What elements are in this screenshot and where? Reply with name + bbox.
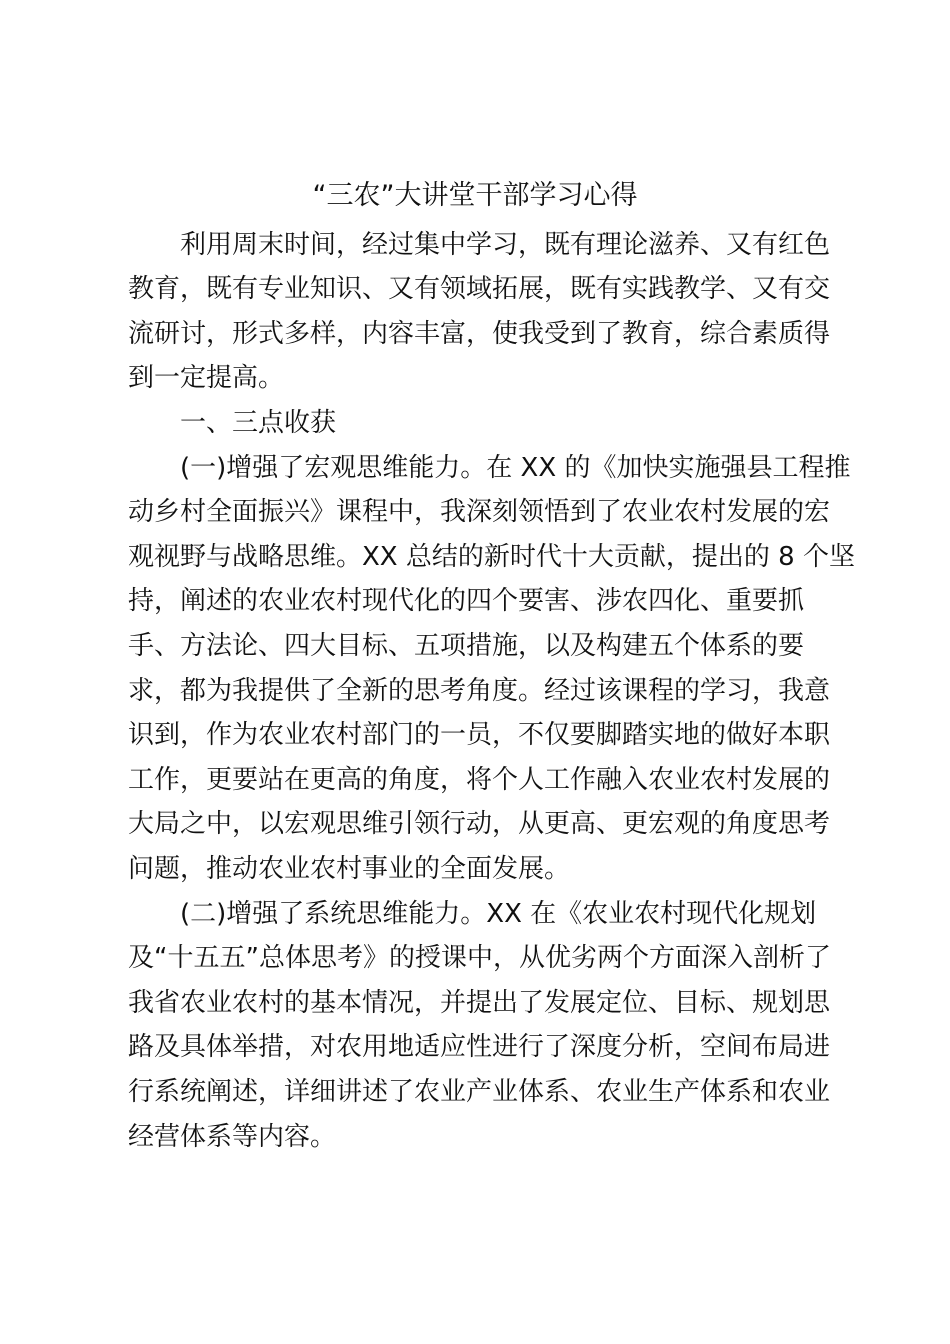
paragraph-line: 及“十五五”总体思考》的授课中，从优劣两个方面深入剖析了	[128, 943, 831, 973]
paragraph-line: 到一定提高。	[128, 363, 285, 393]
paragraph-line: 识到，作为农业农村部门的一员，不仅要脚踏实地的做好本职	[128, 720, 831, 750]
document-title: “三农”大讲堂干部学习心得	[312, 180, 638, 211]
paragraph-line: 大局之中，以宏观思维引领行动，从更高、更宏观的角度思考	[128, 809, 831, 839]
paragraph-line: 路及具体举措，对农用地适应性进行了深度分析，空间布局进	[128, 1032, 831, 1062]
paragraph-line: 手、方法论、四大目标、五项措施，以及构建五个体系的要	[128, 631, 805, 661]
paragraph-line: 利用周末时间，经过集中学习，既有理论滋养、又有红色	[180, 230, 831, 260]
paragraph-line: 工作，更要站在更高的角度，将个人工作融入农业农村发展的	[128, 765, 831, 795]
paragraph-line: 持，阐述的农业农村现代化的四个要害、涉农四化、重要抓	[128, 586, 805, 616]
section-heading: 一、三点收获	[180, 408, 337, 438]
paragraph-line: (一)增强了宏观思维能力。在 XX 的《加快实施强县工程推	[180, 453, 851, 483]
paragraph-line: 求，都为我提供了全新的思考角度。经过该课程的学习，我意	[128, 676, 831, 706]
paragraph-line: 动乡村全面振兴》课程中，我深刻领悟到了农业农村发展的宏	[128, 497, 831, 527]
paragraph-line: 流研讨，形式多样，内容丰富，使我受到了教育，综合素质得	[128, 319, 831, 349]
paragraph-line: 行系统阐述，详细讲述了农业产业体系、农业生产体系和农业	[128, 1077, 831, 1107]
paragraph-line: (二)增强了系统思维能力。XX 在《农业农村现代化规划	[180, 899, 817, 929]
paragraph-line: 我省农业农村的基本情况，并提出了发展定位、目标、规划思	[128, 988, 831, 1018]
paragraph-line: 问题，推动农业农村事业的全面发展。	[128, 854, 571, 884]
paragraph-line: 观视野与战略思维。XX 总结的新时代十大贡献，提出的 8 个坚	[128, 542, 855, 572]
paragraph-line: 教育，既有专业知识、又有领域拓展，既有实践教学、又有交	[128, 274, 831, 304]
paragraph-line: 经营体系等内容。	[128, 1122, 337, 1152]
